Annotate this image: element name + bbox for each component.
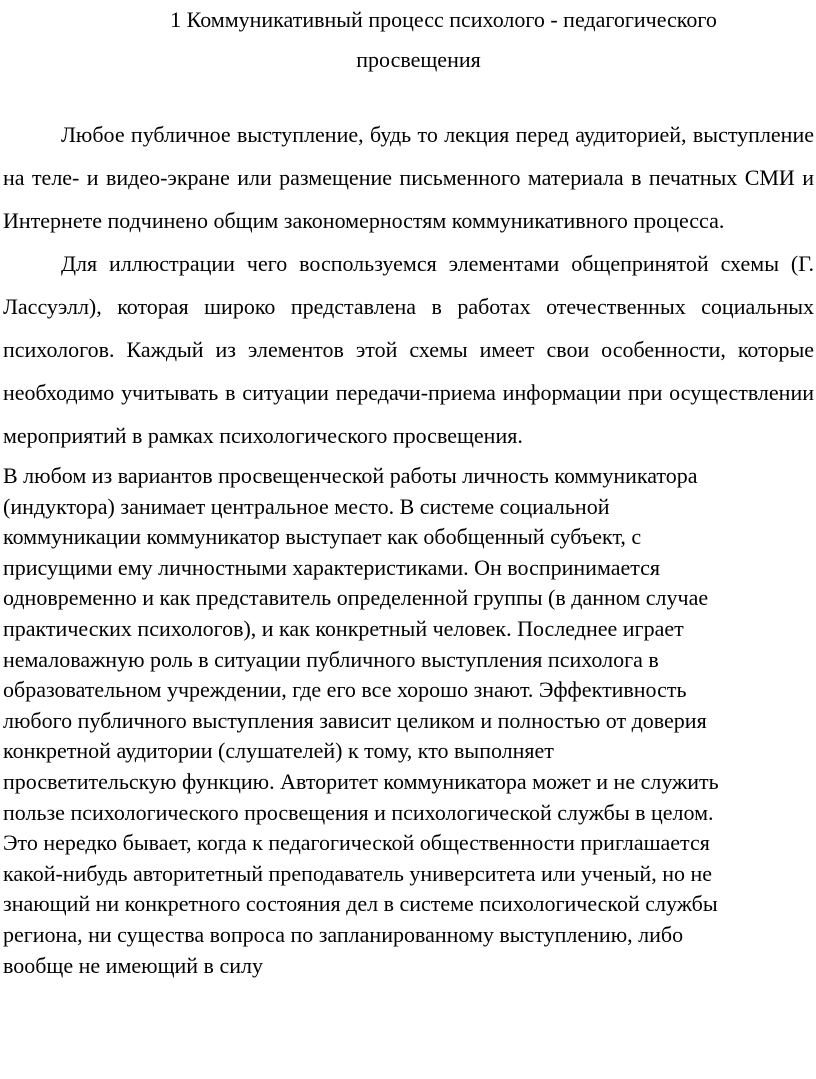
- text-line: коммуникации коммуникатор выступает как обобщенный субъект, с: [3, 524, 642, 550]
- spacer: [3, 80, 814, 113]
- text-line: (индуктора) занимает центральное место. В системе социальной: [3, 493, 610, 519]
- text-line: знающий ни конкретного состояния дел в системе психологической службы: [3, 891, 718, 917]
- text-line: просветительскую функцию. Авторитет коммуникатора может и не служить: [3, 768, 719, 794]
- text-line: вообще не имеющий в силу: [3, 952, 263, 978]
- text-line: пользе психологического просвещения и психологической службы в целом.: [3, 799, 714, 825]
- text-line: одновременно и как представитель определенной группы (в данном случае: [3, 585, 709, 611]
- title-line-1: 1 Коммуникативный процесс психолого - педагогического: [170, 7, 717, 32]
- paragraph-2: Для иллюстрации чего воспользуемся элементами общепринятой схемы (Г. Лассуэлл), которая широко представлена в работах отечественных социальных психологов. Каждый из элементов этой схемы имеет свои особенности, которые необходимо учитывать в ситуации передачи-приема информации при осуществлении мероприятий в рамках психологического просвещения.: [3, 251, 814, 448]
- paragraph-3: [3, 461, 814, 981]
- text-line: какой-нибудь авторитетный преподаватель университета или ученый, но не: [3, 860, 713, 886]
- text-line: присущими ему личностными характеристиками. Он воспринимается: [3, 554, 661, 580]
- text-line: В любом из вариантов просвещенческой работы личность коммуникатора: [3, 463, 698, 488]
- paragraph-1: Любое публичное выступление, будь то лекция перед аудиторией, выступление на теле- и видео-экране или размещение письменного материала в печатных СМИ и Интернете подчинено общим закономерностям коммуникативного процесса.: [3, 122, 814, 233]
- document-title: [3, 0, 814, 80]
- title-line-2: просвещения: [356, 47, 481, 72]
- text-line: любого публичного выступления зависит целиком и полностью от доверия: [3, 707, 707, 733]
- text-line: региона, ни существа вопроса по запланированному выступлению, либо: [3, 921, 684, 947]
- text-line: практических психологов), и как конкретный человек. Последнее играет: [3, 615, 684, 641]
- text-line: немаловажную роль в ситуации публичного выступления психолога в: [3, 646, 659, 672]
- text-line: конкретной аудитории (слушателей) к тому, кто выполняет: [3, 738, 554, 764]
- text-line: образовательном учреждении, где его все хорошо знают. Эффективность: [3, 677, 687, 703]
- text-line: Это нередко бывает, когда к педагогической общественности приглашается: [3, 830, 710, 856]
